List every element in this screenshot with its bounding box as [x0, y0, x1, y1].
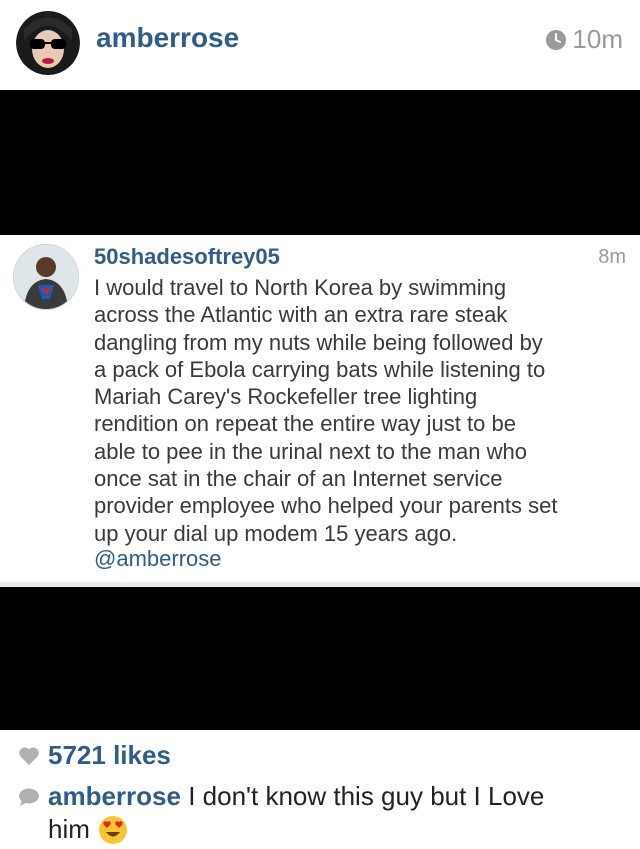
caption-text-2: him	[48, 814, 90, 844]
heart-icon	[18, 746, 40, 766]
image-black-band-top	[0, 90, 640, 235]
comment-screenshot	[0, 235, 640, 582]
post-footer	[0, 730, 640, 849]
heart-eyes-emoji	[98, 815, 128, 845]
likes-count[interactable]: 5721 likes	[48, 740, 171, 770]
comment-bubble-icon	[18, 788, 40, 806]
post-username[interactable]: amberrose	[96, 22, 240, 53]
clock-icon	[545, 29, 567, 51]
caption-line-2	[48, 813, 128, 846]
comment-mention: @amberrose	[94, 546, 222, 571]
likes-row[interactable]	[18, 740, 171, 771]
comment-text: I would travel to North Korea by swimming across the Atlantic with an extra rare steak dangling from my nuts while being followed by a pack of Ebola carrying bats while listening to Mariah Carey's Rockefeller tree lighting rendition on repeat the entire way just to be able to pee in the urinal next to the man who once sat in the chair of an Internet service provider employee who helped your parents set up your dial up modem 15 years ago.	[94, 275, 558, 546]
comment-username: 50shadesoftrey05	[94, 244, 280, 269]
comment-avatar	[13, 244, 79, 310]
post-header	[0, 0, 640, 90]
post-time	[545, 24, 623, 55]
caption-username[interactable]: amberrose	[48, 781, 181, 811]
avatar[interactable]	[16, 11, 80, 75]
image-black-band-bottom	[0, 587, 640, 730]
caption-line-1	[48, 780, 544, 813]
comment-time: 8m	[598, 246, 626, 268]
post-time-label: 10m	[572, 24, 623, 54]
caption-text-1: I don't know this guy but I Love	[188, 781, 545, 811]
